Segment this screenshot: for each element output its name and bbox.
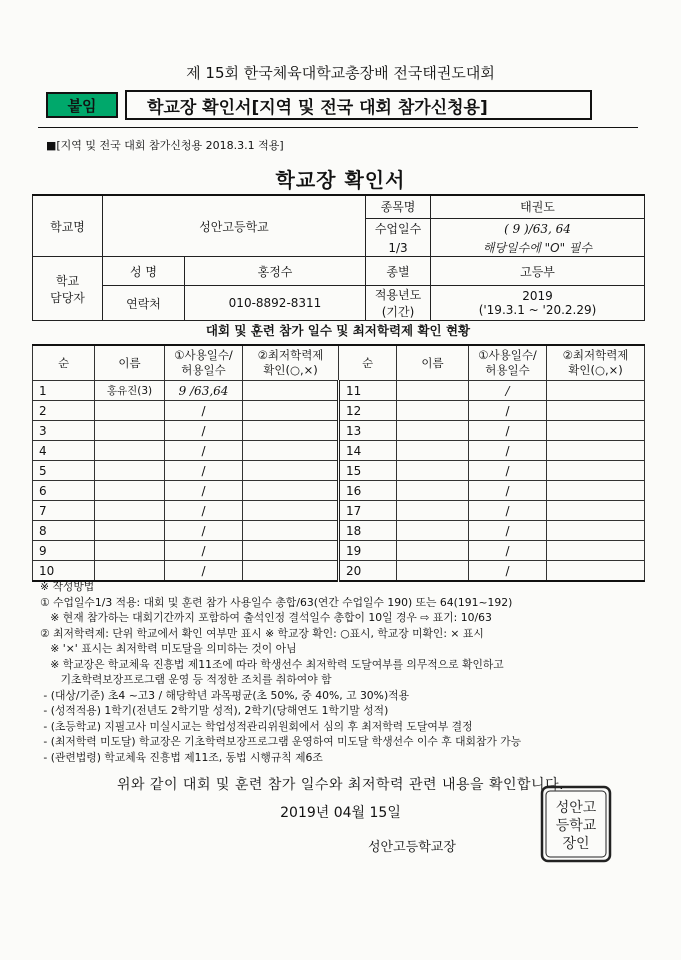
check-cell [243,521,339,541]
row-number: 20 [339,561,397,582]
days-used-cell: / [165,561,243,582]
col-name: 이름 [397,345,469,381]
svg-text:등학교: 등학교 [555,818,597,834]
instruction-line: ※ 학교장은 학교체육 진흥법 제11조에 따라 학생선수 최저학력 도달여부를 의무적으로 확인하고 [40,657,504,671]
row-number: 7 [33,501,95,521]
name-label: 성 명 [103,257,185,286]
phone-label: 연락처 [103,286,185,321]
table-row [33,401,645,421]
participant-name [95,401,165,421]
days-used-cell: / [165,521,243,541]
division-value: 고등부 [431,257,645,286]
row-number: 5 [33,461,95,481]
year-label: 적용년도 (기간) [366,286,431,321]
check-cell [243,501,339,521]
date: 2019년 04월 15일 [280,805,401,821]
instructions [40,579,660,765]
instruction-line: - (성적적용) 1학기(전년도 2학기말 성적), 2학기(당해연도 1학기말 성적) [40,704,389,717]
days-used-cell: / [469,541,547,561]
school-seal [538,784,614,864]
table-row [33,481,645,501]
check-cell [243,381,339,401]
participant-name [95,541,165,561]
participant-name [397,381,469,401]
days-used-cell: / [165,441,243,461]
days-used-cell: / [165,461,243,481]
table-row [33,561,645,582]
check-cell [243,461,339,481]
row-number: 13 [339,421,397,441]
row-number: 10 [33,561,95,582]
participant-name [95,501,165,521]
col-days: ①사용일수/ 허용일수 [469,345,547,381]
row-number: 17 [339,501,397,521]
division-label: 종별 [366,257,431,286]
days-used-cell: / [469,401,547,421]
document-title: 학교장 확인서 [275,168,406,192]
row-number: 4 [33,441,95,461]
school-name: 성안고등학교 [103,195,366,257]
days-used-cell: 9 /63,64 [165,381,243,401]
check-cell [547,561,645,582]
section-title: 대회 및 훈련 참가 일수 및 최저학력제 확인 현황 [205,323,471,338]
sport-label: 종목명 [366,195,431,218]
col-name: 이름 [95,345,165,381]
instruction-line: ※ '×' 표시는 최저학력 미도달을 의미하는 것이 아님 [40,642,297,655]
days-used-cell: / [469,461,547,481]
table-row [33,501,645,521]
svg-text:성안고: 성안고 [555,800,597,816]
check-cell [243,421,339,441]
year-value: 2019 ('19.3.1 ~ '20.2.29) [431,286,645,321]
participant-name: 홍유진(3) [95,381,165,401]
check-cell [547,501,645,521]
participant-name [95,461,165,481]
row-number: 11 [339,381,397,401]
table-row [33,541,645,561]
participant-name [397,541,469,561]
days-used-cell: / [469,381,547,401]
days-used-cell: / [469,481,547,501]
row-number: 18 [339,521,397,541]
table-row [33,381,645,401]
days-used-cell: / [165,421,243,441]
participant-name [397,401,469,421]
check-cell [243,441,339,461]
days-label: 수업일수 [366,218,431,239]
participation-table [32,344,645,582]
participant-name [397,481,469,501]
svg-text:장인: 장인 [562,836,590,852]
instruction-line: - (관련법령) 학교체육 진흥법 제11조, 동법 시행규칙 제6조 [40,750,323,764]
check-cell [243,481,339,501]
days-used-cell: / [165,401,243,421]
row-number: 19 [339,541,397,561]
check-cell [243,401,339,421]
participant-name [397,441,469,461]
instruction-line: ① 수업일수1/3 적용: 대회 및 훈련 참가 사용일수 총합/63(연간 수업일수 190) 또는 64(191~192) [40,595,513,609]
participant-name [95,481,165,501]
check-cell [547,441,645,461]
row-number: 14 [339,441,397,461]
row-number: 3 [33,421,95,441]
table-row [33,461,645,481]
col-no: 순 [33,345,95,381]
event-title: 제 15회 한국체육대학교총장배 전국태권도대회 [186,64,495,82]
instruction-line: - (최저학력 미도달) 학교장은 기초학력보장프로그램 운영하여 미도달 학생선수 이수 후 대회참가 가능 [40,735,522,748]
days-used-cell: / [469,421,547,441]
instruction-line: ② 최저학력제: 단위 학교에서 확인 여부만 표시 ※ 학교장 확인: ○표시, 학교장 미확인: × 표시 [40,626,484,640]
col-check: ②최저학력제 확인(○,×) [547,345,645,381]
participant-name [95,561,165,582]
row-number: 2 [33,401,95,421]
days-used-cell: / [165,501,243,521]
days-used-cell: / [469,501,547,521]
participant-name [397,521,469,541]
days-used-cell: / [469,521,547,541]
participant-name [95,421,165,441]
check-cell [547,381,645,401]
principal-name: 성안고등학교장 [368,840,456,855]
days-label-ratio: 1/3 [366,239,431,257]
row-number: 8 [33,521,95,541]
name-value: 홍정수 [185,257,366,286]
check-cell [243,561,339,582]
instruction-line: ※ 작성방법 [40,580,95,593]
check-cell [547,541,645,561]
participant-name [397,501,469,521]
col-days: ①사용일수/ 허용일수 [165,345,243,381]
instruction-line: - (대상/기준) 초4 ~고3 / 해당학년 과목평균(초 50%, 중 40%, 고 30%)적용 [40,688,410,702]
sport-value: 태권도 [431,195,645,218]
days-used-cell: / [165,541,243,561]
participant-name [95,521,165,541]
school-label: 학교명 [33,195,103,257]
contact-label: 학교 담당자 [33,257,103,321]
instruction-line: ※ 현재 참가하는 대회기간까지 포함하여 출석인정 결석일수 총합이 10일 경우 ⇨ 표기: 10/63 [40,611,492,624]
table-row [33,441,645,461]
days-used-cell: / [165,481,243,501]
row-number: 15 [339,461,397,481]
attachment-badge: 붙임 [46,92,118,118]
instruction-line: - (초등학교) 지필고사 미실시교는 학업성적관리위원회에서 심의 후 최저학력 도달여부 결정 [40,719,473,733]
check-cell [547,481,645,501]
days-used-cell: / [469,561,547,582]
applicability-note: ■[지역 및 전국 대회 참가신청용 2018.3.1 적용] [46,139,284,152]
table-row [33,421,645,441]
days-used-cell: / [469,441,547,461]
participant-name [397,461,469,481]
divider [38,127,638,128]
instruction-line: 기초학력보장프로그램 운영 등 적정한 조치를 취하여야 함 [40,673,332,686]
days-hint: 해당일수에 "O" 필수 [431,239,645,257]
check-cell [243,541,339,561]
phone-value: 010-8892-8311 [185,286,366,321]
row-number: 1 [33,381,95,401]
participant-name [397,421,469,441]
row-number: 9 [33,541,95,561]
check-cell [547,521,645,541]
check-cell [547,421,645,441]
school-info-table [32,194,645,321]
row-number: 12 [339,401,397,421]
col-no: 순 [339,345,397,381]
check-cell [547,401,645,421]
participant-name [95,441,165,461]
check-cell [547,461,645,481]
form-title: 학교장 확인서[지역 및 전국 대회 참가신청용] [125,90,592,120]
participant-name [397,561,469,582]
col-check: ②최저학력제 확인(○,×) [243,345,339,381]
row-number: 6 [33,481,95,501]
row-number: 16 [339,481,397,501]
closing-statement: 위와 같이 대회 및 훈련 참가 일수와 최저학력 관련 내용을 확인합니다. [116,777,565,793]
days-value: ( 9 )/63, 64 [431,218,645,239]
table-row [33,521,645,541]
